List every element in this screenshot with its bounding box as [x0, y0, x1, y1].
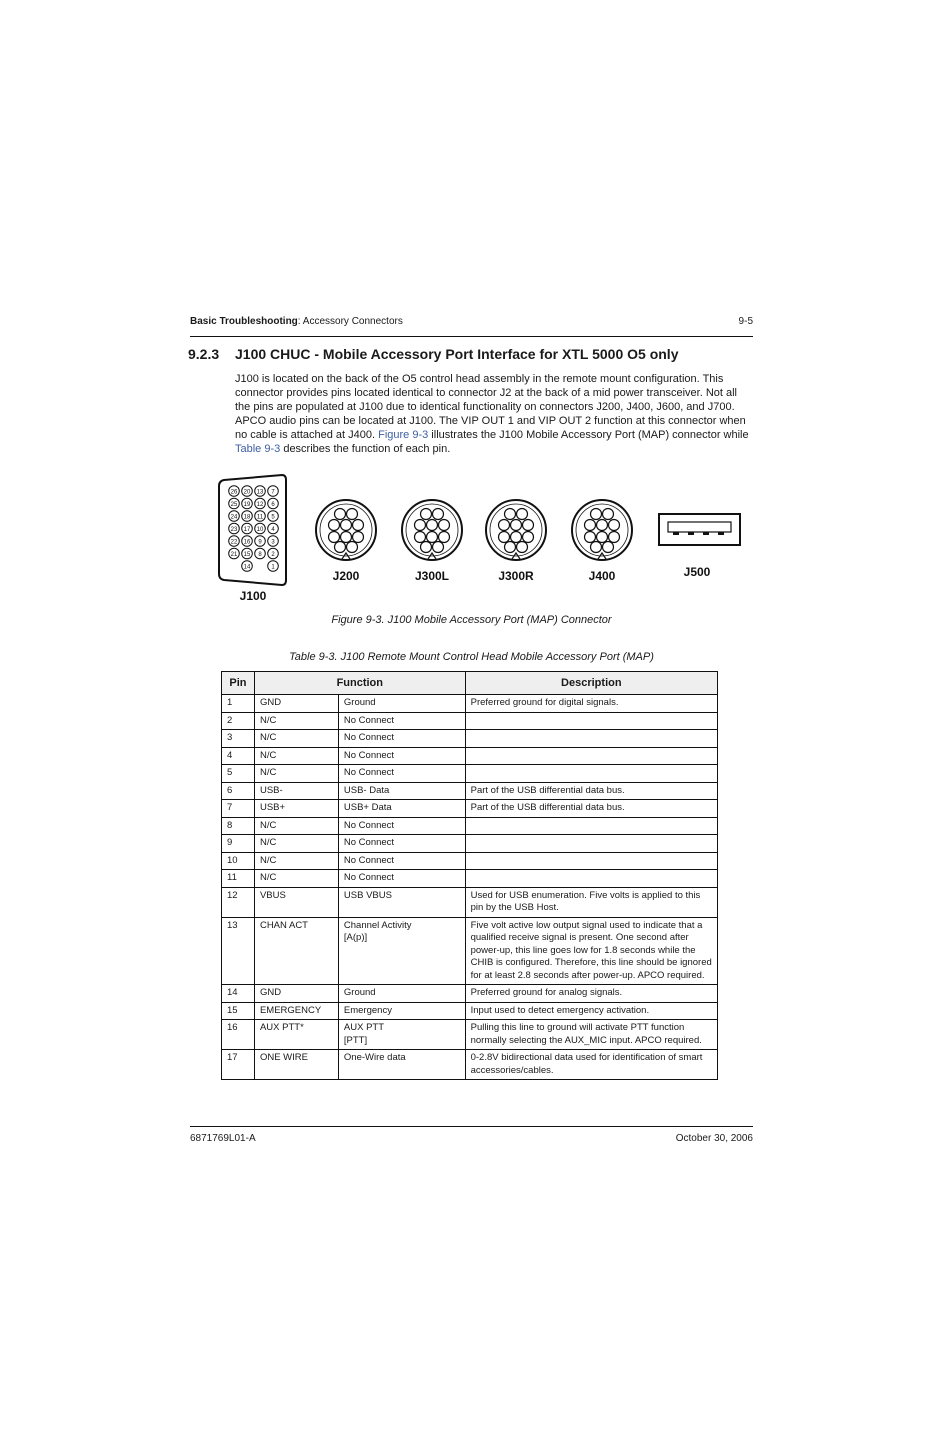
cell-function: USB- Data: [338, 782, 465, 800]
cell-signal: GND: [254, 695, 338, 713]
j100-pin-label: 18: [243, 514, 251, 521]
table-row: [222, 765, 718, 783]
cell-description: Preferred ground for digital signals.: [465, 695, 717, 713]
j200-connector: [316, 500, 376, 560]
j300l-pin: [415, 520, 426, 531]
cell-description: Five volt active low output signal used to indicate that a qualified receive signal is present. One second after power-up, this line goes low for 1.8 seconds while the CHIB is configured. Therefore, this line should be ignored for at least 2.8 seconds after power-up. APCO required.: [465, 917, 717, 985]
j300l-pin: [439, 520, 450, 531]
cell-signal: N/C: [254, 835, 338, 853]
cell-pin: 5: [222, 765, 255, 783]
j300l-label: J300L: [414, 569, 450, 583]
j200-pin: [347, 509, 358, 520]
cell-function: No Connect: [338, 712, 465, 730]
j100-pin-label: 2: [271, 551, 275, 558]
pin-table-body: [222, 695, 718, 1080]
j100-pin-label: 3: [271, 539, 275, 546]
header-page-number: 9-5: [738, 316, 753, 327]
j300r-pin: [499, 520, 510, 531]
cell-signal: USB+: [254, 800, 338, 818]
header-rule: [190, 336, 753, 337]
j200-pin: [341, 532, 352, 543]
body-paragraph: [235, 372, 753, 456]
j300l-pin: [427, 520, 438, 531]
table-row: [222, 835, 718, 853]
j200-label: J200: [332, 569, 360, 583]
j300l-pin: [415, 532, 426, 543]
j200-pin: [353, 520, 364, 531]
table-row: [222, 747, 718, 765]
j300l-pin: [439, 532, 450, 543]
cell-pin: 3: [222, 730, 255, 748]
cell-signal: N/C: [254, 870, 338, 888]
j400-pin: [609, 520, 620, 531]
j100-pin-label: 17: [243, 526, 251, 533]
j300r-pin: [499, 532, 510, 543]
table-row: [222, 870, 718, 888]
j100-pin-label: 25: [230, 501, 238, 508]
cell-function: No Connect: [338, 765, 465, 783]
j300r-pin: [517, 509, 528, 520]
j100-pin-label: 26: [230, 489, 238, 496]
cell-pin: 7: [222, 800, 255, 818]
section-heading: [188, 346, 678, 362]
page-header: [190, 316, 753, 330]
table-row: [222, 1002, 718, 1020]
cell-description: Preferred ground for analog signals.: [465, 985, 717, 1003]
cell-function: Ground: [338, 695, 465, 713]
j400-pin: [603, 509, 614, 520]
table-caption: Table 9-3. J100 Remote Mount Control Head Mobile Accessory Port (MAP): [289, 651, 654, 663]
j100-pin-label: 23: [230, 526, 238, 533]
j100-pin-label: 6: [271, 501, 275, 508]
connector-figure: [210, 470, 750, 610]
j300r-pin: [511, 532, 522, 543]
cell-pin: 6: [222, 782, 255, 800]
table-row: [222, 917, 718, 985]
table-row: [222, 985, 718, 1003]
cell-function: USB+ Data: [338, 800, 465, 818]
j400-pin: [597, 520, 608, 531]
j400-label: J400: [588, 569, 616, 583]
body-text-2: illustrates the J100 Mobile Accessory Port (MAP) connector while: [428, 429, 749, 441]
cell-pin: 13: [222, 917, 255, 985]
j500-contact: [688, 532, 694, 535]
j300l-pin: [421, 542, 432, 553]
j100-pin-label: 9: [258, 539, 262, 546]
cell-pin: 15: [222, 1002, 255, 1020]
j400-pin: [609, 532, 620, 543]
cell-pin: 10: [222, 852, 255, 870]
cell-description: [465, 817, 717, 835]
j200-pin: [341, 520, 352, 531]
cell-function: No Connect: [338, 835, 465, 853]
j500-label: J500: [683, 565, 711, 579]
cell-description: 0-2.8V bidirectional data used for identification of smart accessories/cables.: [465, 1050, 717, 1080]
j300l-pin: [433, 542, 444, 553]
table-row: [222, 817, 718, 835]
j300r-connector: [486, 500, 546, 560]
cell-description: [465, 870, 717, 888]
cell-signal: N/C: [254, 817, 338, 835]
cell-function: Channel Activity [A(p)]: [338, 917, 465, 985]
j100-pin-label: 15: [243, 551, 251, 558]
cell-description: [465, 747, 717, 765]
cell-function: No Connect: [338, 747, 465, 765]
j100-pin-label: 11: [256, 514, 264, 521]
j100-pin-label: 1: [271, 564, 275, 571]
cell-signal: N/C: [254, 765, 338, 783]
table-row: [222, 782, 718, 800]
section-title: J100 CHUC - Mobile Accessory Port Interface for XTL 5000 O5 only: [235, 346, 679, 362]
cell-signal: GND: [254, 985, 338, 1003]
j100-pin-label: 14: [243, 564, 251, 571]
cell-pin: 4: [222, 747, 255, 765]
cell-pin: 8: [222, 817, 255, 835]
cell-description: [465, 835, 717, 853]
j500-contact: [673, 532, 679, 535]
footer-rule: [190, 1126, 753, 1127]
j300l-pin: [427, 532, 438, 543]
table-row: [222, 1050, 718, 1080]
header-function: Function: [254, 672, 465, 695]
cell-signal: CHAN ACT: [254, 917, 338, 985]
cell-function: No Connect: [338, 870, 465, 888]
j100-pin-label: 12: [256, 501, 264, 508]
j400-connector: [572, 500, 632, 560]
cell-description: Part of the USB differential data bus.: [465, 800, 717, 818]
j100-pin-label: 24: [230, 514, 238, 521]
cell-function: No Connect: [338, 852, 465, 870]
cell-pin: 14: [222, 985, 255, 1003]
cell-pin: 1: [222, 695, 255, 713]
j400-pin: [603, 542, 614, 553]
cell-signal: VBUS: [254, 887, 338, 917]
cell-signal: N/C: [254, 730, 338, 748]
j100-pin-label: 16: [243, 539, 251, 546]
cell-signal: AUX PTT*: [254, 1020, 338, 1050]
header-description: Description: [465, 672, 717, 695]
table-row: [222, 712, 718, 730]
j200-pin: [335, 509, 346, 520]
j300l-connector: [402, 500, 462, 560]
cell-signal: N/C: [254, 852, 338, 870]
cell-description: Input used to detect emergency activation.: [465, 1002, 717, 1020]
header-pin: Pin: [222, 672, 255, 695]
cell-description: [465, 852, 717, 870]
page-footer: [190, 1133, 753, 1144]
cell-function: Ground: [338, 985, 465, 1003]
figure-caption: Figure 9-3. J100 Mobile Accessory Port (MAP) Connector: [331, 614, 612, 626]
j100-pin-label: 7: [271, 489, 275, 496]
cell-signal: USB-: [254, 782, 338, 800]
pin-table: [221, 671, 718, 1080]
cell-signal: N/C: [254, 747, 338, 765]
j100-pin-label: 19: [243, 501, 251, 508]
figure-link[interactable]: Figure 9-3: [378, 429, 429, 441]
connector-diagram: [210, 470, 750, 610]
j200-pin: [329, 532, 340, 543]
table-row: [222, 730, 718, 748]
j400-pin: [585, 520, 596, 531]
table-row: [222, 1020, 718, 1050]
footer-date: October 30, 2006: [675, 1133, 753, 1144]
cell-function: Emergency: [338, 1002, 465, 1020]
table-row: [222, 800, 718, 818]
cell-signal: N/C: [254, 712, 338, 730]
j300r-pin: [505, 542, 516, 553]
cell-function: AUX PTT [PTT]: [338, 1020, 465, 1050]
cell-function: USB VBUS: [338, 887, 465, 917]
j100-pin-label: 4: [271, 526, 275, 533]
j100-pin-label: 10: [256, 526, 264, 533]
section-number: 9.2.3: [188, 346, 220, 362]
j200-pin: [347, 542, 358, 553]
j400-pin: [597, 532, 608, 543]
cell-pin: 11: [222, 870, 255, 888]
j400-pin: [591, 542, 602, 553]
j200-pin: [329, 520, 340, 531]
j300r-pin: [523, 520, 534, 531]
header-section-title: Basic Troubleshooting: [190, 316, 298, 327]
j300l-pin: [421, 509, 432, 520]
cell-description: Part of the USB differential data bus.: [465, 782, 717, 800]
j100-pin-label: 20: [243, 489, 251, 496]
j100-pin-label: 8: [258, 551, 262, 558]
cell-description: [465, 730, 717, 748]
j400-pin: [591, 509, 602, 520]
cell-pin: 17: [222, 1050, 255, 1080]
cell-function: No Connect: [338, 730, 465, 748]
round-connectors: [316, 500, 632, 560]
j500-tongue: [668, 522, 731, 532]
j100-pin-label: 21: [230, 551, 238, 558]
cell-pin: 2: [222, 712, 255, 730]
j300r-label: J300R: [498, 569, 534, 583]
j500-contact: [703, 532, 709, 535]
cell-description: [465, 712, 717, 730]
j300l-pin: [433, 509, 444, 520]
j200-pin: [335, 542, 346, 553]
cell-function: No Connect: [338, 817, 465, 835]
table-row: [222, 695, 718, 713]
header-section-subtitle: : Accessory Connectors: [297, 316, 403, 327]
body-text-1: J100 is located on the back of the O5 control head assembly in the remote mount configuration. This connector provides pins located identical to connector J2 at the back of a mid power transceiver. Not all the pins are populated at J100 due to identical functionality on connectors J200, J400, J600, and J700. APCO audio pins can be located at J100. The VIP OUT 1 and VIP OUT 2 function at this connector when no cable is attached at J400.: [235, 373, 746, 441]
table-row: [222, 887, 718, 917]
j500-contact: [718, 532, 724, 535]
footer-doc-number: 6871769L01-A: [190, 1133, 256, 1144]
cell-signal: EMERGENCY: [254, 1002, 338, 1020]
cell-pin: 9: [222, 835, 255, 853]
cell-description: Used for USB enumeration. Five volts is applied to this pin by the USB Host.: [465, 887, 717, 917]
j300r-pin: [517, 542, 528, 553]
cell-function: One-Wire data: [338, 1050, 465, 1080]
table-link[interactable]: Table 9-3: [235, 443, 281, 455]
j300r-pin: [523, 532, 534, 543]
j100-pin-label: 13: [256, 489, 264, 496]
j400-pin: [585, 532, 596, 543]
cell-pin: 12: [222, 887, 255, 917]
j200-pin: [353, 532, 364, 543]
j100-pin-label: 5: [271, 514, 275, 521]
cell-description: [465, 765, 717, 783]
cell-description: Pulling this line to ground will activate PTT function normally selecting the AUX_MIC input. APCO required.: [465, 1020, 717, 1050]
cell-signal: ONE WIRE: [254, 1050, 338, 1080]
j100-pin-label: 22: [230, 539, 238, 546]
body-text-3: describes the function of each pin.: [280, 443, 451, 455]
table-header-row: [222, 672, 718, 695]
table-row: [222, 852, 718, 870]
j100-label: J100: [239, 589, 267, 603]
j300r-pin: [511, 520, 522, 531]
cell-pin: 16: [222, 1020, 255, 1050]
j300r-pin: [505, 509, 516, 520]
